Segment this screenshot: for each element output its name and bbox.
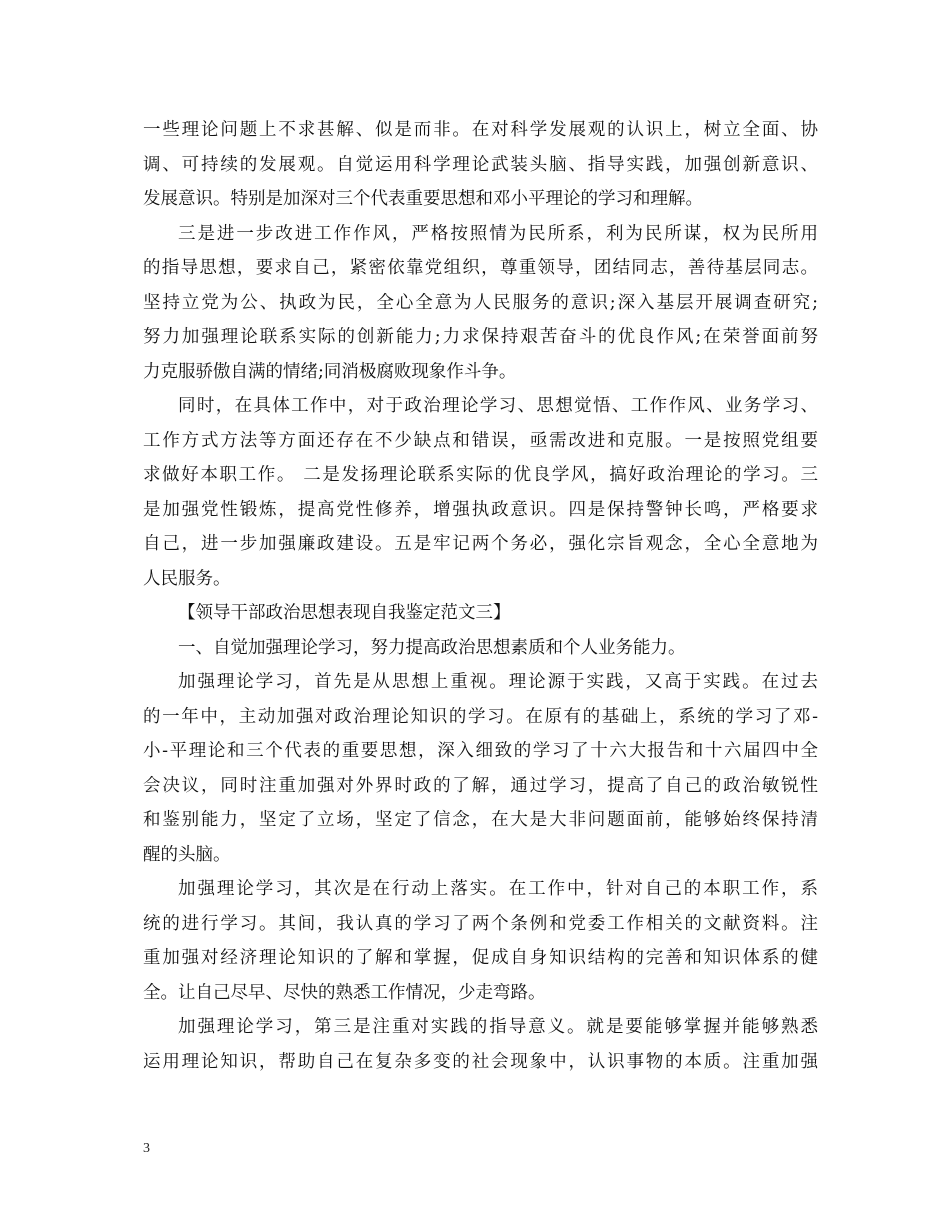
paragraph-line: 是加强党性锻炼，提高党性修养，增强执政意识。四是保持警钟长鸣，严格要求 — [143, 499, 818, 520]
paragraph-line: 加强理论学习，其次是在行动上落实。在工作中，针对自己的本职工作，系 — [178, 879, 818, 899]
paragraph-line: 工作方式方法等方面还存在不少缺点和错误，亟需改进和克服。一是按照党组要 — [143, 430, 818, 451]
paragraph-line: 和鉴别能力，坚定了立场，坚定了信念，在大是大非问题面前，能够始终保持清 — [143, 810, 818, 830]
paragraph-line: 三是进一步改进工作作风，严格按照情为民所系，利为民所谋，权为民所用 — [178, 223, 818, 244]
paragraph-line: 人民服务。 — [143, 568, 231, 589]
paragraph-line: 自己，进一步加强廉政建设。五是牢记两个务必，强化宗旨观念，全心全意地为 — [143, 534, 818, 554]
section-heading-line: 【领导干部政治思想表现自我鉴定范文三】 — [178, 603, 511, 623]
paragraph-line: 坚持立党为公、执政为民，全心全意为人民服务的意识;深入基层开展调查研究; — [143, 292, 818, 313]
paragraph-line: 力克服骄傲自满的情绪;同消极腐败现象作斗争。 — [143, 361, 517, 382]
paragraph-line: 的指导思想，要求自己，紧密依靠党组织，尊重领导，团结同志，善待基层同志。 — [143, 258, 818, 278]
paragraph-line: 一些理论问题上不求甚解、似是而非。在对科学发展观的认识上，树立全面、协 — [143, 120, 818, 140]
section-heading-line: 一、自觉加强理论学习，努力提高政治思想素质和个人业务能力。 — [178, 637, 686, 658]
paragraph-line: 同时，在具体工作中，对于政治理论学习、思想觉悟、工作作风、业务学习、 — [178, 396, 818, 416]
paragraph-line: 会决议，同时注重加强对外界时政的了解，通过学习，提高了自己的政治敏锐性 — [143, 775, 818, 796]
paragraph-line: 重加强对经济理论知识的了解和掌握，促成自身知识结构的完善和知识体系的健 — [143, 948, 818, 968]
paragraph-line: 调、可持续的发展观。自觉运用科学理论武装头脑、指导实践，加强创新意识、 — [143, 154, 818, 175]
paragraph-line: 全。让自己尽早、尽快的熟悉工作情况，少走弯路。 — [143, 982, 546, 1003]
paragraph-line: 运用理论知识，帮助自己在复杂多变的社会现象中，认识事物的本质。注重加强 — [143, 1051, 818, 1072]
paragraph-line: 发展意识。特别是加深对三个代表重要思想和邓小平理论的学习和理解。 — [143, 189, 703, 209]
paragraph-line: 的一年中，主动加强对政治理论知识的学习。在原有的基础上，系统的学习了邓- — [143, 706, 818, 727]
paragraph-line: 努力加强理论联系实际的创新能力;力求保持艰苦奋斗的优良作风;在荣誉面前努 — [143, 327, 818, 347]
paragraph-line: 加强理论学习，首先是从思想上重视。理论源于实践，又高于实践。在过去 — [178, 672, 818, 692]
paragraph-line: 统的进行学习。其间，我认真的学习了两个条例和党委工作相关的文献资料。注 — [143, 913, 818, 934]
paragraph-line: 小-平理论和三个代表的重要思想，深入细致的学习了十六大报告和十六届四中全 — [143, 741, 818, 761]
document-body — [143, 113, 818, 1079]
paragraph-line: 求做好本职工作。 二是发扬理论联系实际的优良学风，搞好政治理论的学习。三 — [143, 465, 818, 485]
page-number: 3 — [143, 1141, 150, 1156]
paragraph-line: 加强理论学习，第三是注重对实践的指导意义。就是要能够掌握并能够熟悉 — [178, 1017, 818, 1037]
paragraph-line: 醒的头脑。 — [143, 844, 231, 865]
